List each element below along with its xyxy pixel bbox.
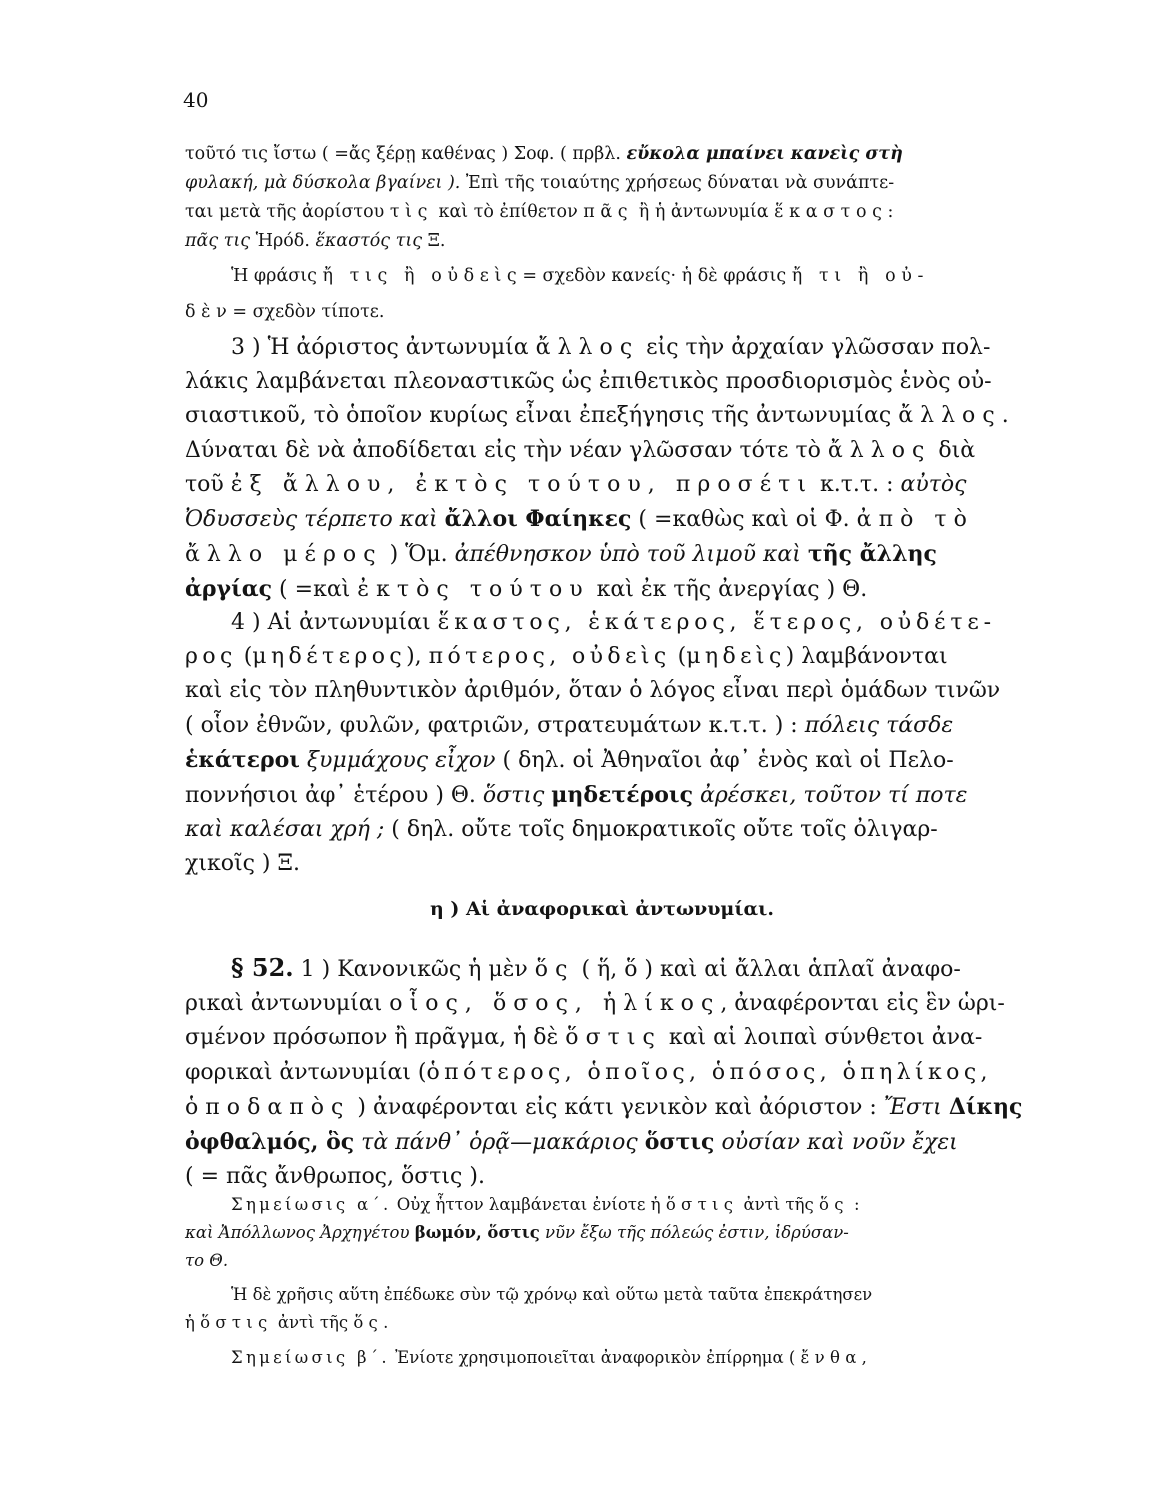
text-line bbox=[185, 502, 1087, 537]
bold-text: Δίκης bbox=[948, 1093, 1023, 1120]
note-continuation bbox=[185, 1281, 1087, 1337]
page-number: 40 bbox=[183, 88, 209, 112]
emphasis-text: το Θ. bbox=[185, 1251, 229, 1270]
text: ἡ bbox=[185, 1313, 201, 1332]
text: = σχεδὸν κανείς· ἡ δὲ φράσις bbox=[522, 266, 792, 286]
bold-text: τῆς ἄλλης bbox=[807, 541, 937, 568]
text: ( οἷον ἐθνῶν, φυλῶν, φατριῶν, στρατευμάτων κ.τ.τ. ) : bbox=[185, 712, 805, 738]
text: 1 ) Κανονικῶς ἡ μὲν bbox=[293, 957, 535, 982]
text: ) Ὅμ. bbox=[382, 542, 455, 568]
emphasis-text: τὰ πάνθ᾽ ὁρᾷ—μακάριος bbox=[354, 1130, 645, 1156]
paragraph-1 bbox=[185, 140, 1087, 256]
text-line bbox=[185, 1090, 1087, 1125]
text: σμένον πρόσωπον ἢ πρᾶγμα, ἡ δὲ bbox=[185, 1025, 566, 1051]
spaced-text: ὅστις bbox=[200, 1313, 273, 1332]
emphasis-text: Ὀδυσσεὺς τέρπετο καὶ bbox=[185, 507, 445, 533]
spaced-text: μηδεὶς bbox=[686, 644, 786, 670]
text-line bbox=[185, 1160, 1087, 1194]
spaced-text: ἕκαστος, ἑκάτερος, ἕτερος, οὐδέτε- bbox=[437, 610, 996, 635]
emphasis-text: ἀπέθνησκον ὑπὸ τοῦ λιμοῦ καὶ bbox=[454, 542, 808, 568]
text: , bbox=[980, 1059, 988, 1085]
spaced-text: ἐκτὸς τούτου bbox=[357, 577, 590, 603]
bold-text: μηδετέροις bbox=[551, 782, 693, 809]
text: Ἐπὶ τῆς τοιαύτης χρήσεως δύναται νὰ συνάπτε- bbox=[460, 173, 895, 193]
text-line bbox=[185, 1021, 1087, 1055]
spaced-text: ἕκαστος bbox=[774, 202, 888, 222]
spaced-text: πότερος, οὐδεὶς bbox=[428, 644, 671, 670]
spaced-text: ὅς bbox=[534, 957, 575, 982]
text: : bbox=[848, 1195, 860, 1214]
text: ( =καθὼς καὶ οἱ Φ. bbox=[631, 507, 857, 533]
text: ( δηλ. οἱ Ἀθηναῖοι ἀφ᾽ ἑνὸς καὶ οἱ Πελο- bbox=[495, 747, 954, 773]
spaced-text: δὲν bbox=[185, 302, 233, 322]
text: ( δηλ. οὔτε τοῖς δημοκρατικοῖς οὔτε τοῖς ὀλιγαρ- bbox=[384, 817, 938, 843]
text: σιαστικοῦ, τὸ ὁποῖον κυρίως εἶναι ἐπεξήγησις τῆς ἀντωνυμίας bbox=[185, 403, 899, 429]
text: ἀντὶ τῆς bbox=[738, 1195, 820, 1214]
text-line bbox=[185, 1281, 1087, 1309]
text-line bbox=[185, 987, 1087, 1021]
text: ) ἀναφέρονται εἰς κάτι γενικὸν καὶ ἀόριστον : bbox=[350, 1094, 884, 1120]
text: Ἡ δὲ χρῆσις αὕτη ἐπέδωκε σὺν τῷ χρόνῳ καὶ οὕτω μετὰ ταῦτα ἐπεκράτησεν bbox=[231, 1285, 873, 1304]
text-line bbox=[185, 1219, 1087, 1247]
text: χικοῖς ) Ξ. bbox=[185, 851, 300, 877]
spaced-text: ὅς bbox=[819, 1195, 849, 1214]
text-line bbox=[185, 468, 1087, 502]
text-line bbox=[185, 1056, 1087, 1090]
text-line bbox=[185, 140, 1087, 169]
spaced-text: ἐξ ἄλλου, ἐκτὸς τούτου, προσέτι bbox=[230, 471, 814, 497]
emphasis-text: ὅστις bbox=[482, 783, 552, 809]
text: ἀντὶ τῆς bbox=[272, 1313, 354, 1332]
spaced-text: ἤ τις ἢ οὐδεὶς bbox=[322, 266, 523, 286]
text: , bbox=[861, 1348, 867, 1367]
spaced-text: ρος bbox=[185, 644, 237, 670]
text: ), bbox=[406, 644, 429, 670]
emphasis-text: ἀρέσκει, τοῦτον τί ποτε bbox=[692, 783, 968, 809]
text: ( bbox=[670, 644, 687, 670]
text: ) λαμβάνονται bbox=[785, 644, 948, 670]
spaced-text: ὁπότερος, ὁποῖος, ὁπόσος, ὁπηλίκος bbox=[426, 1059, 981, 1085]
emphasis-text: καὶ καλέσαι χρή ; bbox=[185, 817, 385, 843]
text-line bbox=[185, 813, 1087, 847]
bold-text: ὀφθαλμός, ὃς bbox=[185, 1129, 355, 1156]
bold-text: βωμόν, ὅστις bbox=[414, 1223, 540, 1242]
emphasis-text: Ἔστι bbox=[883, 1094, 949, 1120]
text-line bbox=[185, 606, 1087, 640]
text: Οὐχ ἧττον λαμβάνεται ἐνίοτε ἡ bbox=[391, 1195, 666, 1214]
emphasis-text: πᾶς τις bbox=[185, 231, 251, 251]
text-line bbox=[185, 951, 1087, 987]
text-line bbox=[185, 331, 1087, 365]
bold-text: ἄλλοι Φαίηκες bbox=[444, 506, 632, 533]
text: : bbox=[887, 202, 894, 222]
emphasis-text: καὶ Ἀπόλλωνος Ἀρχηγέτου bbox=[185, 1223, 415, 1242]
text: Ἡ φράσις bbox=[231, 266, 323, 286]
text-line bbox=[185, 198, 1087, 227]
text: τοῦ bbox=[185, 471, 231, 497]
text: . bbox=[383, 1313, 389, 1332]
spaced-text: ἄλλος bbox=[535, 335, 640, 360]
spaced-text: ὅς bbox=[353, 1313, 384, 1332]
text: Ξ. bbox=[422, 231, 446, 251]
text: τοῦτό τις ἴστω ( =ἄς ξέρῃ καθένας ) Σοφ. ( πρβλ. bbox=[185, 144, 627, 164]
spaced-text: ἄλλος bbox=[898, 403, 1002, 429]
text: λάκις λαμβάνεται πλεοναστικῶς ὡς ἐπιθετικὸς προσδιορισμὸς ἑνὸς οὐ- bbox=[185, 369, 992, 395]
text: ( ἥ, ὅ ) καὶ αἱ ἄλλαι ἁπλαῖ ἀναφο- bbox=[574, 957, 961, 982]
text-line bbox=[185, 294, 1087, 330]
spaced-text: οἷος, ὅσος, ἡλίκος bbox=[389, 991, 721, 1017]
text: καὶ αἱ λοιπαὶ σύνθετοι ἀνα- bbox=[661, 1025, 983, 1051]
text-line bbox=[185, 1309, 1087, 1337]
text: ται μετὰ τῆς ἀορίστου bbox=[185, 202, 390, 222]
emphasis-text: ἕκαστός τις bbox=[315, 231, 423, 251]
emphasis-text: πόλεις τάσδε bbox=[804, 712, 954, 738]
spaced-text: ἄλλο μέρος bbox=[185, 542, 383, 568]
spaced-text: τὶς bbox=[389, 202, 433, 222]
text-line bbox=[185, 1247, 1087, 1275]
emphasis-text: εὔκολα μπαίνει κανεὶς στὴ bbox=[626, 144, 903, 164]
text: ( bbox=[236, 644, 253, 670]
text: Ἡρόδ. bbox=[250, 231, 316, 251]
text-line bbox=[185, 258, 1087, 294]
text-line bbox=[185, 847, 1087, 881]
note-label: Σημείωσις α΄. bbox=[231, 1195, 392, 1214]
bold-text: ὅστις bbox=[644, 1129, 715, 1156]
text: καὶ εἰς τὸν πληθυντικὸν ἀριθμόν, ὅταν ὁ λόγος εἶναι περὶ ὁμάδων τινῶν bbox=[185, 678, 1001, 704]
note-beta bbox=[185, 1344, 1087, 1372]
note-alpha bbox=[185, 1191, 1087, 1275]
emphasis-text: ξυμμάχους εἶχον bbox=[299, 747, 496, 773]
spaced-text: μηδέτερος bbox=[252, 644, 407, 670]
text: διὰ bbox=[931, 437, 976, 463]
text: φορικαὶ ἀντωνυμίαι ( bbox=[185, 1059, 427, 1085]
text-line bbox=[185, 674, 1087, 708]
text: ( =καὶ bbox=[272, 577, 358, 603]
emphasis-text: φυλακή, μὰ δύσκολα βγαίνει ). bbox=[185, 173, 461, 193]
text: = σχεδὸν τίποτε. bbox=[232, 302, 385, 322]
paragraph-4 bbox=[185, 606, 1087, 882]
text: ( = πᾶς ἄνθρωπος, ὅστις ). bbox=[185, 1164, 485, 1190]
spaced-text: πᾶς bbox=[583, 202, 634, 222]
text-line bbox=[185, 169, 1087, 198]
spaced-text: ὁποδαπὸς bbox=[185, 1094, 351, 1120]
section-heading: η ) Αἱ ἀναφορικαὶ ἀντωνυμίαι. bbox=[430, 898, 774, 920]
emphasis-text: οὐσίαν καὶ νοῦν ἔχει bbox=[714, 1130, 958, 1156]
text: . bbox=[1001, 403, 1009, 429]
text: καὶ ἐκ τῆς ἀνεργίας ) Θ. bbox=[589, 577, 868, 603]
text-line bbox=[185, 227, 1087, 256]
text-line bbox=[185, 434, 1087, 468]
text: κ.τ.τ. : bbox=[813, 471, 901, 497]
text: 4 ) Αἱ ἀντωνυμίαι bbox=[231, 610, 438, 635]
text: , ἀναφέρονται εἰς ἓν ὡρι- bbox=[720, 991, 1005, 1017]
paragraph-section-52 bbox=[185, 951, 1087, 1194]
text: καὶ τὸ ἐπίθετον bbox=[432, 202, 584, 222]
paragraph-2 bbox=[185, 258, 1087, 330]
text: 3 ) Ἡ ἀόριστος ἀντωνυμία bbox=[231, 335, 536, 360]
bold-text: ἑκάτεροι bbox=[185, 746, 300, 773]
text: ποννήσιοι ἀφ᾽ ἑτέρου ) Θ. bbox=[185, 783, 483, 809]
text-line bbox=[185, 1344, 1087, 1372]
text-line bbox=[185, 572, 1087, 607]
text: Δύναται δὲ νὰ ἀποδίδεται εἰς τὴν νέαν γλῶσσαν τότε τὸ bbox=[185, 437, 828, 463]
text-line bbox=[185, 778, 1087, 813]
section-number: § 52. bbox=[231, 953, 294, 982]
text: ρικαὶ ἀντωνυμίαι bbox=[185, 991, 390, 1017]
spaced-text: ἀπὸ τὸ bbox=[856, 507, 974, 533]
text-line bbox=[185, 709, 1087, 743]
text-line bbox=[185, 365, 1087, 399]
spaced-text: ἄλλος bbox=[827, 437, 932, 463]
emphasis-text: νῦν ἔξω τῆς πόλεώς ἐστιν, ἱδρύσαν- bbox=[539, 1223, 849, 1242]
paragraph-3 bbox=[185, 331, 1087, 608]
text-line bbox=[185, 1191, 1087, 1219]
text: Ἐνίοτε χρησιμοποιεῖται ἀναφορικὸν ἐπίρρημα ( bbox=[389, 1348, 801, 1367]
note-label: Σημείωσις β΄. bbox=[231, 1348, 390, 1367]
emphasis-text: αὐτὸς bbox=[900, 471, 967, 497]
text-line bbox=[185, 640, 1087, 674]
text-line bbox=[185, 399, 1087, 433]
text: ἢ ἡ ἀντωνυμία bbox=[633, 202, 775, 222]
text-line bbox=[185, 743, 1087, 778]
text-line bbox=[185, 1125, 1087, 1160]
text-line bbox=[185, 537, 1087, 572]
spaced-text: ἔνθα bbox=[800, 1348, 862, 1367]
bold-text: ἀργίας bbox=[185, 576, 273, 603]
spaced-text: ἤ τι ἢ οὐ- bbox=[791, 266, 930, 286]
spaced-text: ὅστις bbox=[665, 1195, 739, 1214]
text: εἰς τὴν ἀρχαίαν γλῶσσαν πολ- bbox=[639, 335, 991, 360]
spaced-text: ὅστις bbox=[565, 1025, 662, 1051]
